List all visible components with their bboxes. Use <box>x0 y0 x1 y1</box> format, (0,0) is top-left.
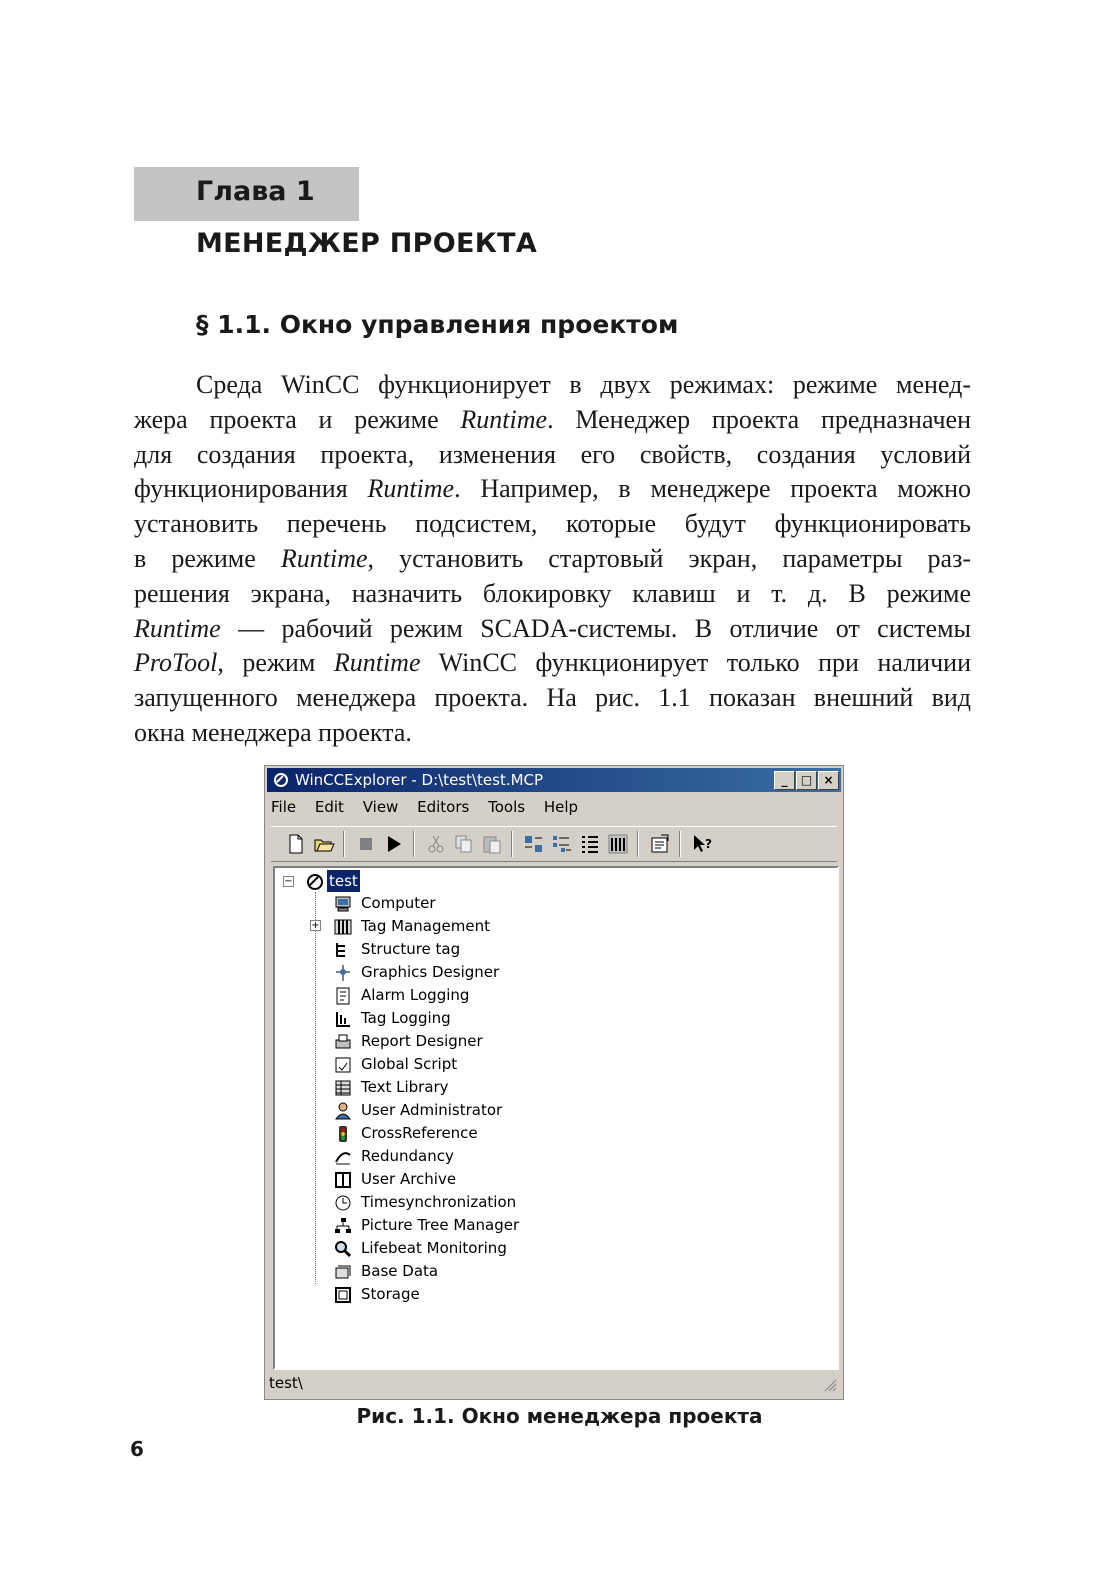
tree-connector <box>315 892 316 1284</box>
toolbar-separator <box>343 831 345 857</box>
alarm-logging-icon <box>333 986 353 1006</box>
maximize-button[interactable]: □ <box>796 771 817 790</box>
tree-item-label: User Administrator <box>361 1101 503 1119</box>
tree-item-label: Computer <box>361 894 436 912</box>
text-run: установить перечень подсистем, которые будут функционировать <box>134 509 971 539</box>
text-run: — рабочий режим SCADA-системы. В отличие от системы <box>220 613 971 643</box>
body-paragraph <box>134 368 971 751</box>
page-number: 6 <box>130 1437 144 1461</box>
storage-icon <box>333 1285 353 1305</box>
small-icons-icon[interactable] <box>551 833 573 855</box>
paste-icon[interactable] <box>481 833 503 855</box>
body-line <box>134 646 971 681</box>
menu-file[interactable]: File <box>271 798 297 816</box>
body-line <box>134 681 971 716</box>
properties-icon[interactable] <box>649 833 671 855</box>
menu-editors[interactable]: Editors <box>417 798 470 816</box>
tree-item-label: Global Script <box>361 1055 458 1073</box>
wincc-app-icon <box>273 772 289 788</box>
tag-logging-icon <box>333 1009 353 1029</box>
text-run: , установить стартовый экран, параметры раз- <box>367 543 972 573</box>
text-run: . Например, в менеджере проекта можно <box>454 474 971 504</box>
body-line <box>134 716 971 751</box>
copy-icon[interactable] <box>453 833 475 855</box>
menu-view[interactable]: View <box>362 798 399 816</box>
details-icon[interactable] <box>607 833 629 855</box>
body-line <box>134 403 971 438</box>
italic-term: ProTool <box>134 648 218 678</box>
tree-item-label: Alarm Logging <box>361 986 470 1004</box>
tree-item-label: Tag Logging <box>361 1009 451 1027</box>
chapter-label: Глава 1 <box>196 176 315 207</box>
computer-icon <box>333 894 353 914</box>
toolbar-separator <box>637 831 639 857</box>
text-run: Среда WinCC функционирует в двух режимах: режиме менед- <box>196 370 971 399</box>
section-title: § 1.1. Окно управления проектом <box>196 310 679 339</box>
list-icon[interactable] <box>579 833 601 855</box>
minimize-button[interactable]: _ <box>774 771 795 790</box>
tag-management-icon <box>333 917 353 937</box>
collapse-root-toggle[interactable]: − <box>284 876 293 887</box>
project-tree <box>273 866 839 1370</box>
text-run: жера проекта и режиме <box>134 404 461 434</box>
text-run: WinCC функционирует только при наличии <box>420 648 971 678</box>
body-line <box>134 368 971 403</box>
help-icon[interactable] <box>691 833 713 855</box>
text-run: запущенного менеджера проекта. На рис. 1.1 показан внешний вид <box>134 683 971 713</box>
figure-caption: Рис. 1.1. Окно менеджера проекта <box>356 1404 763 1428</box>
tree-item-label: Graphics Designer <box>361 963 500 981</box>
toolbar-separator <box>413 831 415 857</box>
large-icons-icon[interactable] <box>523 833 545 855</box>
text-run: в режиме <box>134 543 281 573</box>
italic-term: Runtime <box>134 613 221 643</box>
text-run: решения экрана, назначить блокировку клавиш и т. д. В режиме <box>134 578 971 608</box>
body-line <box>134 612 971 647</box>
chapter-title: МЕНЕДЖЕР ПРОЕКТА <box>196 228 538 259</box>
body-line <box>134 542 971 577</box>
redundancy-icon <box>333 1147 353 1167</box>
report-designer-icon <box>333 1032 353 1052</box>
status-bar <box>269 1372 839 1394</box>
tree-item-label: Storage <box>361 1285 420 1303</box>
tree-item-label: Picture Tree Manager <box>361 1216 520 1234</box>
tree-item-label: Base Data <box>361 1262 439 1280</box>
structure-tag-icon <box>333 940 353 960</box>
tree-item-label: Redundancy <box>361 1147 454 1165</box>
picture-tree-manager-icon <box>333 1216 353 1236</box>
text-run: окна менеджера проекта. <box>134 717 412 747</box>
close-button[interactable]: × <box>818 771 839 790</box>
global-script-icon <box>333 1055 353 1075</box>
project-icon <box>305 872 325 892</box>
tree-item-label: Timesynchronization <box>361 1193 517 1211</box>
toolbar-separator <box>679 831 681 857</box>
menu-bar <box>271 798 592 820</box>
stop-icon[interactable] <box>355 833 377 855</box>
user-administrator-icon <box>333 1101 353 1121</box>
body-line <box>134 577 971 612</box>
graphics-designer-icon <box>333 963 353 983</box>
window-title: WinCCExplorer - D:\test\test.MCP <box>295 771 544 789</box>
menu-tools[interactable]: Tools <box>488 798 526 816</box>
text-run: , режим <box>217 648 334 678</box>
cut-icon[interactable] <box>425 833 447 855</box>
open-icon[interactable] <box>313 833 335 855</box>
italic-term: Runtime <box>280 543 368 573</box>
tree-item-label: User Archive <box>361 1170 457 1188</box>
body-line <box>134 507 971 542</box>
menu-edit[interactable]: Edit <box>314 798 344 816</box>
resize-grip-icon[interactable] <box>821 1376 837 1392</box>
italic-term: Runtime <box>367 474 455 504</box>
text-library-icon <box>333 1078 353 1098</box>
title-bar[interactable] <box>267 768 841 792</box>
svg-text:?: ? <box>705 837 712 851</box>
menu-help[interactable]: Help <box>543 798 579 816</box>
text-run: для создания проекта, изменения его свойств, создания условий <box>134 439 971 469</box>
timesynchronization-icon <box>333 1193 353 1213</box>
wincc-explorer-window <box>264 765 844 1400</box>
lifebeat-monitoring-icon <box>333 1239 353 1259</box>
tree-item-label: CrossReference <box>361 1124 478 1142</box>
italic-term: Runtime <box>460 404 548 434</box>
toolbar <box>271 826 837 862</box>
status-path: test\ <box>269 1374 303 1392</box>
tree-item-label: Lifebeat Monitoring <box>361 1239 507 1257</box>
body-line <box>134 472 971 507</box>
tree-item-label: Structure tag <box>361 940 461 958</box>
italic-term: Runtime <box>333 648 421 678</box>
new-icon[interactable] <box>285 833 307 855</box>
tree-item-label: Text Library <box>361 1078 449 1096</box>
tree-root-label: test <box>329 872 358 890</box>
tree-item-label: Report Designer <box>361 1032 483 1050</box>
play-icon[interactable] <box>383 833 405 855</box>
body-line <box>134 438 971 473</box>
crossreference-icon <box>333 1124 353 1144</box>
user-archive-icon <box>333 1170 353 1190</box>
tree-item-label: Tag Management <box>361 917 490 935</box>
text-run: функционирования <box>134 474 368 504</box>
toolbar-separator <box>511 831 513 857</box>
base-data-icon <box>333 1262 353 1282</box>
expand-tag-management-toggle[interactable]: + <box>311 920 320 931</box>
text-run: . Менеджер проекта предназначен <box>547 404 971 434</box>
